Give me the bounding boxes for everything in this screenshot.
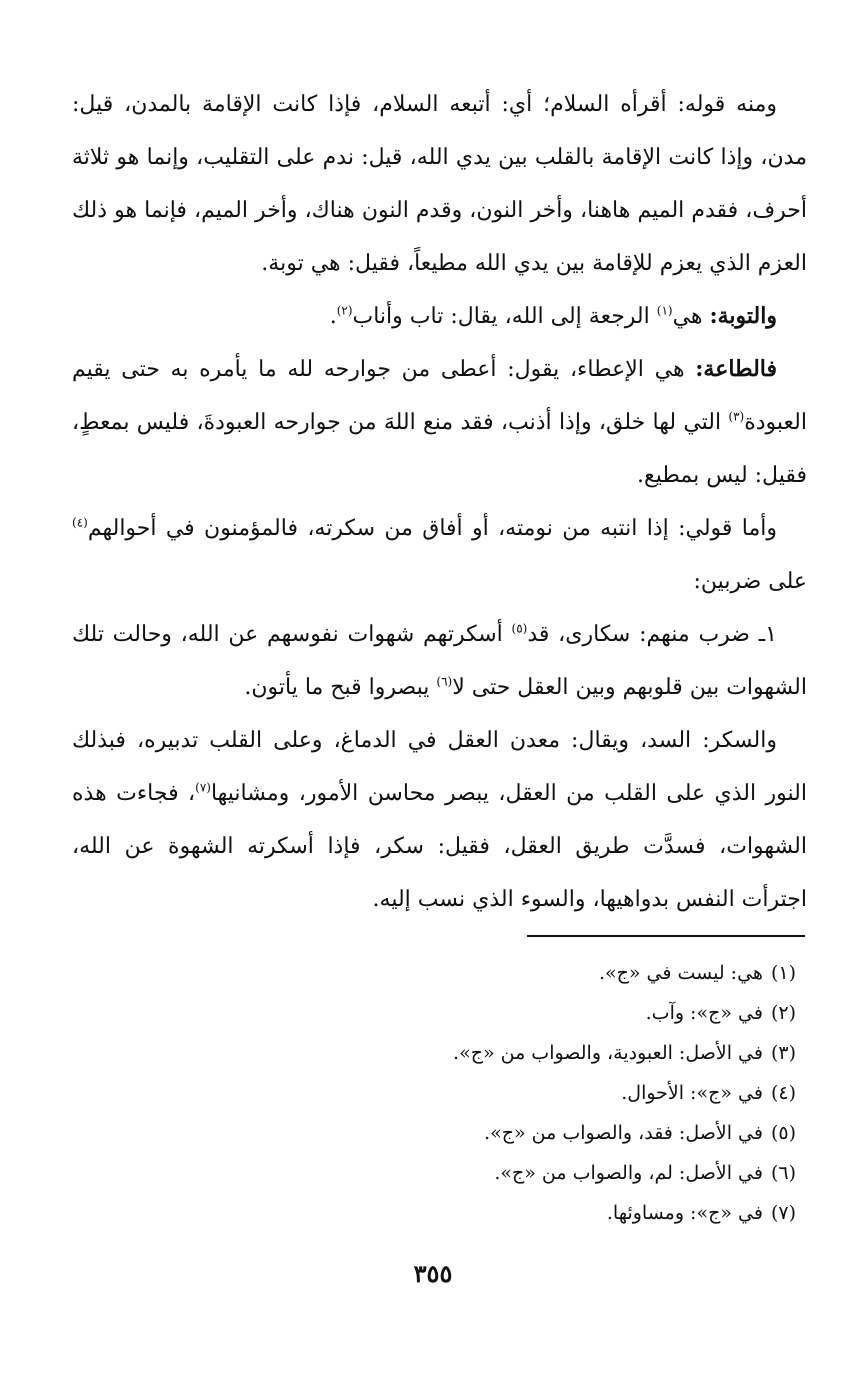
footnote-reference: (٧): [195, 780, 211, 795]
paragraph: [72, 290, 807, 343]
text-segment: ١ـ ضرب منهم: سكارى، قد: [527, 622, 777, 647]
text-segment: ، فجاءت هذه الشهوات، فسدَّت طريق العقل، فقيل: سكر، فإذا أسكرته الشهوة عن الله، اجترأت النفس بدواهيها، والسوء الذي نسب إليه.: [72, 781, 807, 912]
lead-term: والتوبة:: [709, 303, 777, 329]
text-segment: يبصروا قبح ما يأتون.: [244, 675, 437, 700]
footnote-text: هي: ليست في «ج».: [598, 962, 763, 984]
footnote-text: في الأصل: العبودية، والصواب من «ج».: [453, 1042, 763, 1064]
footnotes-section: [200, 953, 810, 1233]
footnote-number: (١): [770, 962, 796, 984]
paragraph: [72, 714, 807, 926]
paragraph: [72, 502, 807, 608]
footnote: [200, 1113, 810, 1153]
footnote-reference: (١): [656, 303, 673, 318]
page-number: ٣٥٥: [413, 1259, 453, 1288]
footnote-text: في الأصل: لم، والصواب من «ج».: [494, 1162, 763, 1184]
footnote-text: في «ج»: وآب.: [645, 1002, 763, 1024]
text-segment: ومنه قوله: أقرأه السلام؛ أي: أتبعه السلام، فإذا كانت الإقامة بالمدن، قيل: مدن، وإذا كانت الإقامة بالقلب بين يدي الله، قيل: ندم على التقليب، وإنما هو ثلاثة أحرف، فقدم الميم هاهنا، وأخر النون، وقدم النون هناك، وأخر الميم، فإنما هو ذلك العزم الذي يعزم للإقامة بين يدي الله مطيعاً، فقيل: هي توبة.: [72, 92, 807, 276]
footnote-number: (٦): [770, 1162, 796, 1184]
footnote-reference: (٦): [436, 674, 453, 689]
footnote-number: (٣): [770, 1042, 796, 1064]
paragraph: [72, 343, 807, 502]
footnote-number: (٥): [770, 1122, 796, 1144]
footnote: [200, 993, 810, 1033]
footnote-divider: [527, 935, 805, 937]
text-segment: والسكر: السد، ويقال: معدن العقل في الدماغ، وعلى القلب تدبيره، فبذلك النور الذي على القلب من العقل، يبصر محاسن الأمور، ومشانيها: [72, 728, 807, 806]
footnote: [200, 953, 810, 993]
text-segment: التي لها خلق، وإذا أذنب، فقد منع اللهَ من جوارحه العبودةَ، فليس بمعطٍ، فقيل: ليس بمطيع.: [72, 410, 807, 488]
lead-term: فالطاعة:: [695, 356, 777, 382]
footnote-text: في الأصل: فقد، والصواب من «ج».: [484, 1122, 763, 1144]
footnote-text: في «ج»: ومساوئها.: [606, 1202, 763, 1224]
text-segment: وأما قولي: إذا انتبه من نومته، أو أفاق من سكرته، فالمؤمنون في أحوالهم: [87, 516, 777, 541]
footnote-number: (٤): [770, 1082, 796, 1104]
footnote-number: (٢): [770, 1002, 796, 1024]
footnote: [200, 1033, 810, 1073]
footnote-reference: (٢): [336, 303, 353, 318]
footnote-reference: (٥): [511, 621, 528, 636]
footnote-number: (٧): [770, 1202, 796, 1224]
main-text: [72, 78, 807, 926]
text-segment: الرجعة إلى الله، يقال: تاب وأناب: [352, 304, 657, 329]
footnote-text: في «ج»: الأحوال.: [621, 1082, 763, 1104]
footnote: [200, 1193, 810, 1233]
footnote-reference: (٤): [72, 515, 88, 530]
text-segment: هي: [672, 304, 710, 329]
text-segment: على ضربين:: [693, 569, 807, 594]
text-segment: .: [329, 304, 337, 329]
paragraph: [72, 608, 807, 714]
footnote-reference: (٣): [728, 409, 745, 424]
footnote: [200, 1153, 810, 1193]
text-segment: هي الإعطاء، يقول: أعطى من جوارحه لله ما يأمره به حتى يقيم العبودة: [72, 357, 807, 435]
text-segment: أسكرتهم شهوات نفوسهم عن الله، وحالت تلك الشهوات بين قلوبهم وبين العقل حتى لا: [72, 622, 807, 700]
paragraph: [72, 78, 807, 290]
footnote: [200, 1073, 810, 1113]
